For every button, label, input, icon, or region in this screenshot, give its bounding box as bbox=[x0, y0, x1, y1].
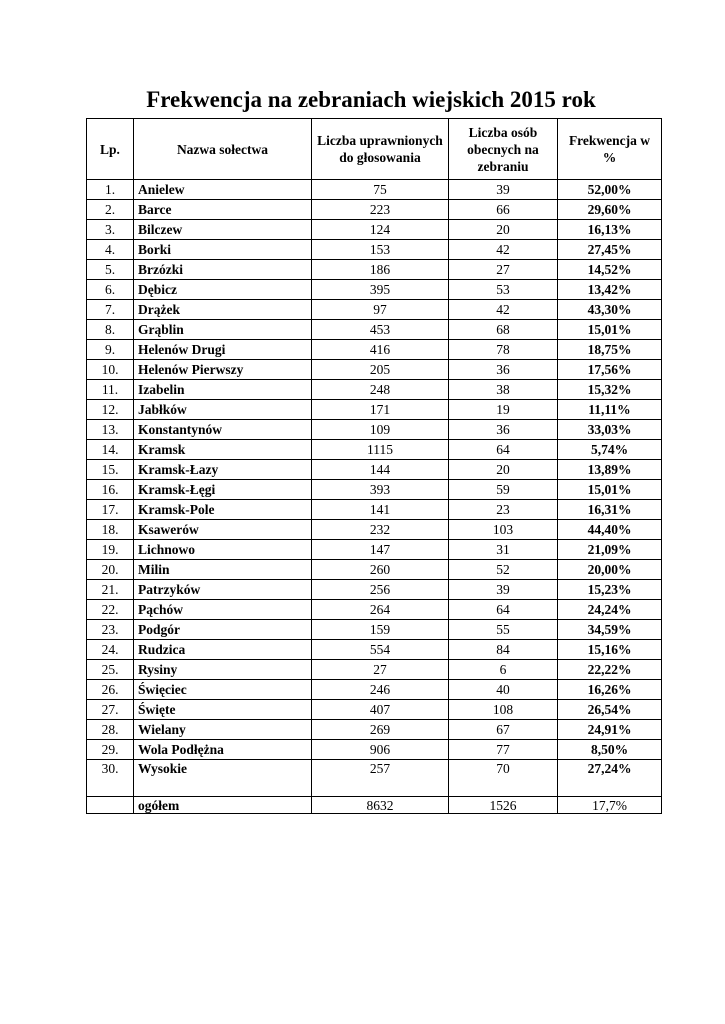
cell-turnout: 33,03% bbox=[558, 420, 662, 440]
cell-turnout: 27,24% bbox=[558, 760, 662, 797]
table-row bbox=[87, 240, 662, 260]
table-row bbox=[87, 500, 662, 520]
cell-present: 42 bbox=[449, 300, 558, 320]
cell-present: 27 bbox=[449, 260, 558, 280]
header-present: Liczba osób obecnych na zebraniu bbox=[449, 119, 558, 180]
cell-lp: 17. bbox=[87, 500, 134, 520]
cell-present: 64 bbox=[449, 440, 558, 460]
cell-village-name: Rysiny bbox=[134, 660, 312, 680]
cell-eligible: 97 bbox=[312, 300, 449, 320]
header-name: Nazwa sołectwa bbox=[134, 119, 312, 180]
cell-present: 64 bbox=[449, 600, 558, 620]
cell-turnout: 26,54% bbox=[558, 700, 662, 720]
table-row bbox=[87, 440, 662, 460]
table-row bbox=[87, 480, 662, 500]
cell-lp: 16. bbox=[87, 480, 134, 500]
cell-present: 78 bbox=[449, 340, 558, 360]
cell-turnout: 52,00% bbox=[558, 180, 662, 200]
cell-present: 42 bbox=[449, 240, 558, 260]
cell-village-name: Kramsk bbox=[134, 440, 312, 460]
cell-turnout: 15,01% bbox=[558, 480, 662, 500]
cell-village-name: Helenów Drugi bbox=[134, 340, 312, 360]
cell-lp: 27. bbox=[87, 700, 134, 720]
cell-present: 36 bbox=[449, 420, 558, 440]
cell-eligible: 109 bbox=[312, 420, 449, 440]
cell-present: 52 bbox=[449, 560, 558, 580]
cell-village-name: Milin bbox=[134, 560, 312, 580]
cell-turnout: 13,89% bbox=[558, 460, 662, 480]
table-row bbox=[87, 400, 662, 420]
cell-turnout: 44,40% bbox=[558, 520, 662, 540]
cell-turnout: 17,7% bbox=[558, 797, 662, 814]
cell-eligible: 27 bbox=[312, 660, 449, 680]
table-row bbox=[87, 280, 662, 300]
cell-lp: 13. bbox=[87, 420, 134, 440]
cell-present: 68 bbox=[449, 320, 558, 340]
cell-eligible: 395 bbox=[312, 280, 449, 300]
cell-present: 53 bbox=[449, 280, 558, 300]
cell-turnout: 15,23% bbox=[558, 580, 662, 600]
cell-village-name: Konstantynów bbox=[134, 420, 312, 440]
table-row bbox=[87, 420, 662, 440]
total-row bbox=[87, 797, 662, 814]
cell-turnout: 11,11% bbox=[558, 400, 662, 420]
cell-eligible: 147 bbox=[312, 540, 449, 560]
header-turnout: Frekwencja w % bbox=[558, 119, 662, 180]
table-row bbox=[87, 300, 662, 320]
cell-eligible: 257 bbox=[312, 760, 449, 797]
cell-turnout: 14,52% bbox=[558, 260, 662, 280]
cell-turnout: 24,24% bbox=[558, 600, 662, 620]
table-row bbox=[87, 720, 662, 740]
cell-present: 39 bbox=[449, 180, 558, 200]
table-row bbox=[87, 580, 662, 600]
cell-lp: 11. bbox=[87, 380, 134, 400]
cell-present: 38 bbox=[449, 380, 558, 400]
cell-village-name: Bilczew bbox=[134, 220, 312, 240]
cell-lp: 20. bbox=[87, 560, 134, 580]
cell-eligible: 407 bbox=[312, 700, 449, 720]
cell-present: 108 bbox=[449, 700, 558, 720]
cell-turnout: 17,56% bbox=[558, 360, 662, 380]
cell-village-name: Święciec bbox=[134, 680, 312, 700]
table-row bbox=[87, 380, 662, 400]
cell-turnout: 29,60% bbox=[558, 200, 662, 220]
header-eligible: Liczba uprawnionych do głosowania bbox=[312, 119, 449, 180]
cell-village-name: Barce bbox=[134, 200, 312, 220]
cell-present: 20 bbox=[449, 220, 558, 240]
cell-present: 19 bbox=[449, 400, 558, 420]
cell-eligible: 269 bbox=[312, 720, 449, 740]
cell-lp: 15. bbox=[87, 460, 134, 480]
cell-lp: 10. bbox=[87, 360, 134, 380]
cell-eligible: 393 bbox=[312, 480, 449, 500]
table-row bbox=[87, 260, 662, 280]
cell-present: 20 bbox=[449, 460, 558, 480]
cell-eligible: 232 bbox=[312, 520, 449, 540]
cell-turnout: 21,09% bbox=[558, 540, 662, 560]
cell-village-name: Patrzyków bbox=[134, 580, 312, 600]
cell-eligible: 141 bbox=[312, 500, 449, 520]
cell-turnout: 34,59% bbox=[558, 620, 662, 640]
cell-village-name: Anielew bbox=[134, 180, 312, 200]
cell-eligible: 8632 bbox=[312, 797, 449, 814]
cell-lp: 26. bbox=[87, 680, 134, 700]
cell-village-name: Dębicz bbox=[134, 280, 312, 300]
cell-village-name: Podgór bbox=[134, 620, 312, 640]
cell-village-name: Jabłków bbox=[134, 400, 312, 420]
cell-present: 31 bbox=[449, 540, 558, 560]
table-row bbox=[87, 760, 662, 797]
table-row bbox=[87, 600, 662, 620]
cell-turnout: 24,91% bbox=[558, 720, 662, 740]
cell-lp: 3. bbox=[87, 220, 134, 240]
cell-lp: 14. bbox=[87, 440, 134, 460]
cell-lp: 23. bbox=[87, 620, 134, 640]
cell-eligible: 248 bbox=[312, 380, 449, 400]
table-row bbox=[87, 620, 662, 640]
table-row bbox=[87, 560, 662, 580]
cell-eligible: 159 bbox=[312, 620, 449, 640]
cell-lp: 19. bbox=[87, 540, 134, 560]
table-row bbox=[87, 200, 662, 220]
page-title: Frekwencja na zebraniach wiejskich 2015 rok bbox=[146, 87, 596, 112]
cell-lp: 24. bbox=[87, 640, 134, 660]
cell-present: 39 bbox=[449, 580, 558, 600]
table-row bbox=[87, 320, 662, 340]
cell-turnout: 15,01% bbox=[558, 320, 662, 340]
cell-village-name: ogółem bbox=[134, 797, 312, 814]
cell-turnout: 20,00% bbox=[558, 560, 662, 580]
cell-lp: 6. bbox=[87, 280, 134, 300]
cell-present: 59 bbox=[449, 480, 558, 500]
cell-village-name: Wysokie bbox=[134, 760, 312, 797]
cell-lp: 22. bbox=[87, 600, 134, 620]
cell-eligible: 554 bbox=[312, 640, 449, 660]
table-row bbox=[87, 740, 662, 760]
table-row bbox=[87, 680, 662, 700]
cell-lp: 12. bbox=[87, 400, 134, 420]
cell-lp: 29. bbox=[87, 740, 134, 760]
table-row bbox=[87, 640, 662, 660]
table-row bbox=[87, 220, 662, 240]
cell-lp: 18. bbox=[87, 520, 134, 540]
cell-turnout: 18,75% bbox=[558, 340, 662, 360]
cell-turnout: 16,13% bbox=[558, 220, 662, 240]
table-row bbox=[87, 180, 662, 200]
cell-eligible: 416 bbox=[312, 340, 449, 360]
cell-village-name: Ksawerów bbox=[134, 520, 312, 540]
header-lp: Lp. bbox=[87, 119, 134, 180]
cell-turnout: 43,30% bbox=[558, 300, 662, 320]
cell-village-name: Kramsk-Łęgi bbox=[134, 480, 312, 500]
cell-eligible: 153 bbox=[312, 240, 449, 260]
cell-village-name: Drążek bbox=[134, 300, 312, 320]
cell-village-name: Izabelin bbox=[134, 380, 312, 400]
cell-present: 84 bbox=[449, 640, 558, 660]
cell-turnout: 15,32% bbox=[558, 380, 662, 400]
cell-lp: 9. bbox=[87, 340, 134, 360]
cell-village-name: Rudzica bbox=[134, 640, 312, 660]
cell-lp: 30. bbox=[87, 760, 134, 797]
cell-eligible: 144 bbox=[312, 460, 449, 480]
cell-eligible: 453 bbox=[312, 320, 449, 340]
cell-eligible: 264 bbox=[312, 600, 449, 620]
cell-lp: 2. bbox=[87, 200, 134, 220]
cell-present: 40 bbox=[449, 680, 558, 700]
cell-village-name: Pąchów bbox=[134, 600, 312, 620]
cell-village-name: Kramsk-Pole bbox=[134, 500, 312, 520]
cell-village-name: Brzózki bbox=[134, 260, 312, 280]
cell-lp: 8. bbox=[87, 320, 134, 340]
cell-present: 77 bbox=[449, 740, 558, 760]
cell-eligible: 256 bbox=[312, 580, 449, 600]
table-row bbox=[87, 460, 662, 480]
cell-turnout: 15,16% bbox=[558, 640, 662, 660]
cell-eligible: 186 bbox=[312, 260, 449, 280]
table-row bbox=[87, 520, 662, 540]
cell-present: 70 bbox=[449, 760, 558, 797]
cell-lp: 5. bbox=[87, 260, 134, 280]
table-row bbox=[87, 540, 662, 560]
cell-village-name: Wielany bbox=[134, 720, 312, 740]
cell-village-name: Grąblin bbox=[134, 320, 312, 340]
cell-village-name: Lichnowo bbox=[134, 540, 312, 560]
cell-eligible: 246 bbox=[312, 680, 449, 700]
cell-village-name: Helenów Pierwszy bbox=[134, 360, 312, 380]
cell-lp: 21. bbox=[87, 580, 134, 600]
cell-eligible: 205 bbox=[312, 360, 449, 380]
cell-lp: 28. bbox=[87, 720, 134, 740]
turnout-table bbox=[86, 118, 662, 814]
table-row bbox=[87, 340, 662, 360]
table-row bbox=[87, 660, 662, 680]
cell-lp: 4. bbox=[87, 240, 134, 260]
cell-lp: 25. bbox=[87, 660, 134, 680]
cell-eligible: 906 bbox=[312, 740, 449, 760]
cell-turnout: 13,42% bbox=[558, 280, 662, 300]
cell-village-name: Wola Podłężna bbox=[134, 740, 312, 760]
cell-present: 23 bbox=[449, 500, 558, 520]
cell-eligible: 124 bbox=[312, 220, 449, 240]
cell-eligible: 171 bbox=[312, 400, 449, 420]
table-row bbox=[87, 360, 662, 380]
cell-eligible: 1115 bbox=[312, 440, 449, 460]
cell-turnout: 27,45% bbox=[558, 240, 662, 260]
cell-eligible: 75 bbox=[312, 180, 449, 200]
cell-present: 1526 bbox=[449, 797, 558, 814]
cell-turnout: 5,74% bbox=[558, 440, 662, 460]
cell-turnout: 16,31% bbox=[558, 500, 662, 520]
table-body bbox=[87, 180, 662, 814]
cell-present: 67 bbox=[449, 720, 558, 740]
cell-lp: 7. bbox=[87, 300, 134, 320]
cell-turnout: 22,22% bbox=[558, 660, 662, 680]
cell-present: 36 bbox=[449, 360, 558, 380]
cell-eligible: 260 bbox=[312, 560, 449, 580]
cell-village-name: Święte bbox=[134, 700, 312, 720]
cell-village-name: Kramsk-Łazy bbox=[134, 460, 312, 480]
cell-lp bbox=[87, 797, 134, 814]
cell-village-name: Borki bbox=[134, 240, 312, 260]
cell-eligible: 223 bbox=[312, 200, 449, 220]
cell-present: 103 bbox=[449, 520, 558, 540]
header-row bbox=[87, 119, 662, 180]
table-row bbox=[87, 700, 662, 720]
cell-lp: 1. bbox=[87, 180, 134, 200]
cell-present: 6 bbox=[449, 660, 558, 680]
cell-turnout: 16,26% bbox=[558, 680, 662, 700]
cell-present: 66 bbox=[449, 200, 558, 220]
cell-present: 55 bbox=[449, 620, 558, 640]
cell-turnout: 8,50% bbox=[558, 740, 662, 760]
